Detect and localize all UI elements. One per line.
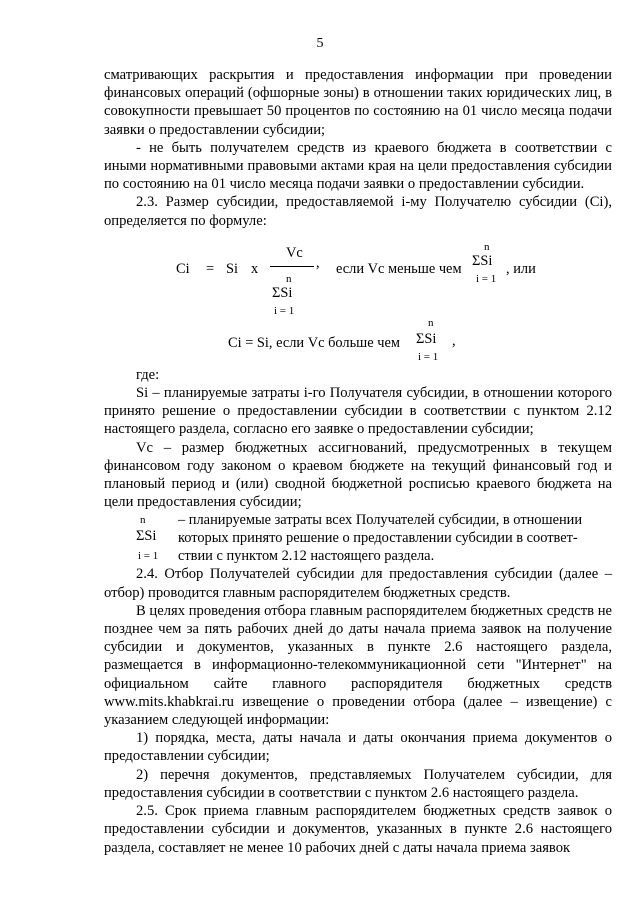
formula-expression: Ci = Si, если Vc больше чем xyxy=(228,334,400,351)
formula-sum: ΣSi xyxy=(416,330,437,347)
paragraph: где: xyxy=(136,366,160,383)
paragraph: 2.3. Размер субсидии, предоставляемой i-му Получателю субсидии (Ci), определяется по формуле: xyxy=(104,194,612,229)
paragraph: В целях проведения отбора главным распорядителем бюджетных средств не позднее чем за пять рабочих дней до даты начала приема заявок на получение субсидии и документов, указанных в пункте 2.6 настоящего раздела, размещается в информационно-телекоммуникационной сети "Интернет" на официальном сайте главного распорядителя бюджетных средств www.mits.khabkrai.ru извещение о проведении отбора (далее – извещение) с указанием следующей информации: xyxy=(104,602,612,729)
formula-numerator: Vc xyxy=(286,244,303,261)
formula-sum-bottom: i = 1 xyxy=(418,350,439,363)
document-body xyxy=(104,66,612,857)
paragraph: 2) перечня документов, представляемых Получателем субсидии, для предоставления субсидии в соответствии с пунктом 2.6 настоящего раздела. xyxy=(104,766,612,801)
paragraph: - не быть получателем средств из краевого бюджета в соответствии с иными нормативными правовыми актами края на цели предоставления субсидии по состоянию на 01 число месяца подачи заявки о предоставлении субсидии. xyxy=(104,139,612,193)
sum-bottom: i = 1 xyxy=(138,550,159,563)
formula-sum-top: n xyxy=(428,316,434,329)
formula-sum-bottom: i = 1 xyxy=(274,304,295,317)
formula-times: x xyxy=(251,260,259,277)
sum-definition xyxy=(104,511,612,565)
formula-eq: = xyxy=(206,260,215,277)
paragraph: 1) порядка, места, даты начала и даты окончания приема документов о предоставлении субсидии; xyxy=(104,730,612,765)
formula-sum-top: n xyxy=(484,240,490,253)
fraction-line xyxy=(270,266,314,267)
sum-top: n xyxy=(140,514,146,527)
formula-sum: ΣSi xyxy=(272,284,293,301)
sum-line-2: которых принято решение о предоставлении субсидии в соответ- xyxy=(178,530,578,547)
sum-line-3: ствии с пунктом 2.12 настоящего раздела. xyxy=(178,548,435,565)
page-number: 5 xyxy=(316,36,324,51)
formula-sum-top: n xyxy=(286,272,292,285)
paragraph: 2.4. Отбор Получателей субсидии для предоставления субсидии (далее – отбор) проводится главным распорядителем бюджетных средств. xyxy=(104,566,612,601)
paragraph: сматривающих раскрытия и предоставления информации при проведении финансовых операций (офшорные зоны) в отношении таких юридических лиц, в совокупности превышает 50 процентов по состоянию на 01 число месяца подачи заявки о предоставлении субсидии; xyxy=(104,67,612,138)
formula-sum: ΣSi xyxy=(472,252,493,269)
formula-condition: если Vc меньше чем xyxy=(336,260,462,277)
formula-comma: , xyxy=(316,254,320,271)
formula-tail: , или xyxy=(506,260,536,277)
sum-symbol: ΣSi xyxy=(136,528,157,545)
formula-si: Si xyxy=(226,260,239,277)
formula-sum-bottom: i = 1 xyxy=(476,272,497,285)
formula-tail: , xyxy=(452,332,456,349)
formula-2 xyxy=(104,314,612,366)
formula-1 xyxy=(104,230,612,317)
paragraph: Si – планируемые затраты i-го Получателя субсидии, в отношении которого принято решение о предоставлении субсидии в соответствии с пунктом 2.12 настоящего раздела, согласно его заявке о предоставлении субсидии; xyxy=(104,385,612,438)
paragraph: 2.5. Срок приема главным распорядителем бюджетных средств заявок о предоставлении субсидии и документов, указанных в пункте 2.6 настоящего раздела, составляет не менее 10 рабочих дней с даты начала приема заявок xyxy=(104,803,612,856)
formula-ci: Ci xyxy=(176,260,190,277)
paragraph: Vc – размер бюджетных ассигнований, предусмотренных в текущем финансовом году законом о краевом бюджете на текущий финансовый год и плановый период и (или) сводной бюджетной росписью краевого бюджета на цели предоставления субсидии; xyxy=(104,439,612,511)
sum-line-1: – планируемые затраты всех Получателей субсидии, в отношении xyxy=(178,512,583,529)
